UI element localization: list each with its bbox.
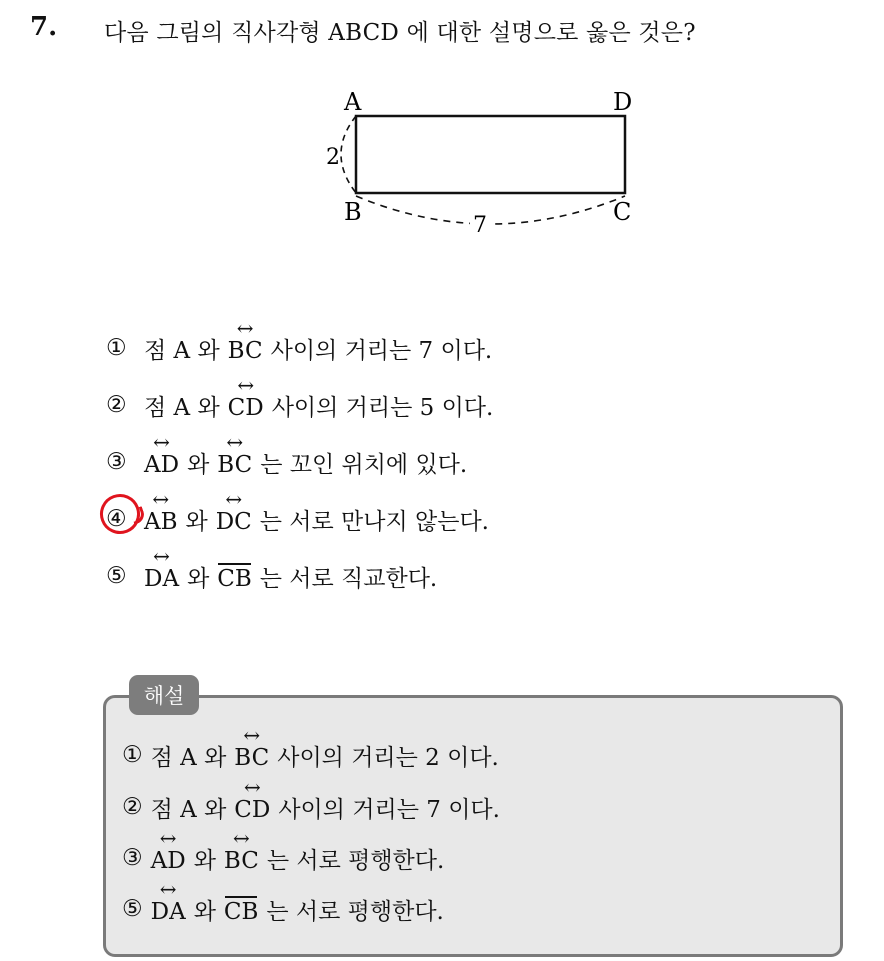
solution-text: 는 서로 평행한다. <box>266 847 445 874</box>
segment-symbol: CB <box>224 893 259 925</box>
question-text: 다음 그림의 직사각형 ABCD 에 대한 설명으로 옳은 것은? <box>104 20 696 46</box>
vertex-b-label: B <box>344 198 362 226</box>
solution-marker: ③ <box>122 845 143 871</box>
option-marker: ④ <box>106 506 127 532</box>
solution-text: 는 서로 평행한다. <box>266 898 444 925</box>
solution-text: 와 <box>193 847 216 874</box>
line-symbol: DC ↔ <box>216 503 252 535</box>
line-symbol: BC ↔ <box>234 739 269 771</box>
option-text: 와 <box>187 451 210 478</box>
rectangle-figure <box>320 82 660 256</box>
line-symbol: AD ↔ <box>144 446 179 478</box>
solution-marker: ① <box>122 742 143 768</box>
solution-line-4 <box>122 889 444 929</box>
solution-text: 와 <box>193 898 216 925</box>
option-text: 는 서로 만나지 않는다. <box>259 508 489 535</box>
line-symbol: DA ↔ <box>151 893 186 925</box>
option-4[interactable] <box>106 499 489 539</box>
line-symbol: AB ↔ <box>144 503 178 535</box>
line-symbol: BC ↔ <box>228 332 263 364</box>
solution-line-1 <box>122 735 499 775</box>
line-symbol: AD ↔ <box>151 842 186 874</box>
rectangle-abcd <box>356 116 625 193</box>
vertex-c-label: C <box>613 198 632 226</box>
option-text: 사이의 거리는 5 이다. <box>271 394 494 421</box>
height-dashed-arc <box>341 116 356 193</box>
solution-text: 사이의 거리는 7 이다. <box>278 796 500 823</box>
solution-tag: 해설 <box>129 675 199 715</box>
option-text: 와 <box>187 565 210 592</box>
line-symbol: BC ↔ <box>217 446 252 478</box>
option-marker: ⑤ <box>106 563 127 589</box>
solution-text: 점 A 와 <box>150 796 227 823</box>
solution-text: 점 A 와 <box>150 744 227 771</box>
option-text: 는 꼬인 위치에 있다. <box>260 451 468 478</box>
question-number: 7. <box>30 12 58 42</box>
rectangle-diagram <box>320 82 660 252</box>
option-5[interactable] <box>106 556 437 596</box>
vertex-d-label: D <box>613 88 633 116</box>
solution-text: 사이의 거리는 2 이다. <box>277 744 499 771</box>
option-text: 와 <box>185 508 208 535</box>
width-label: 7 <box>473 213 487 238</box>
height-label: 2 <box>326 145 340 170</box>
option-text: 점 A 와 <box>144 394 220 421</box>
vertex-a-label: A <box>344 88 362 116</box>
option-text: 는 서로 직교한다. <box>259 565 438 592</box>
option-marker: ① <box>106 335 127 361</box>
solution-marker: ⑤ <box>122 896 143 922</box>
option-3[interactable] <box>106 442 467 482</box>
option-1[interactable] <box>106 328 492 368</box>
segment-symbol: CB <box>217 560 252 592</box>
option-marker: ③ <box>106 449 127 475</box>
option-marker: ② <box>106 392 127 418</box>
option-text: 사이의 거리는 7 이다. <box>270 337 493 364</box>
solution-line-3 <box>122 838 444 878</box>
option-2[interactable] <box>106 385 493 425</box>
line-symbol: BC ↔ <box>224 842 259 874</box>
solution-marker: ② <box>122 794 143 820</box>
option-text: 점 A 와 <box>144 337 220 364</box>
line-symbol: CD ↔ <box>228 389 264 421</box>
width-dashed-arc <box>356 196 625 224</box>
line-symbol: CD ↔ <box>234 791 270 823</box>
line-symbol: DA ↔ <box>144 560 179 592</box>
solution-line-2 <box>122 787 500 827</box>
